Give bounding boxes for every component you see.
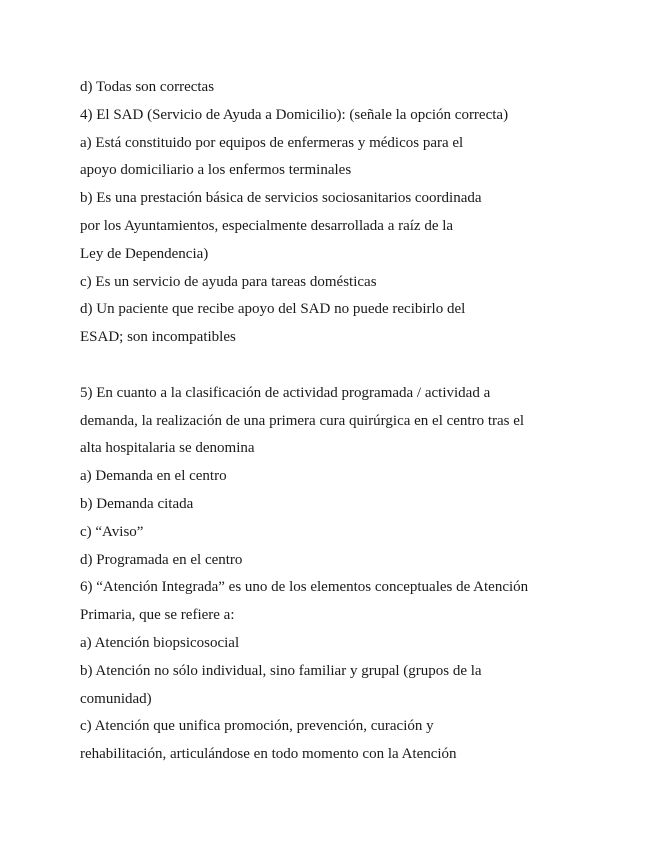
question-continuation-line: alta hospitalaria se denomina xyxy=(80,440,255,457)
option-line: d) Programada en el centro xyxy=(80,551,243,568)
option-continuation-line: por los Ayuntamientos, especialmente desarrollada a raíz de la xyxy=(80,217,454,234)
question-line: 4) El SAD (Servicio de Ayuda a Domicilio): (señale la opción correcta) xyxy=(80,106,509,123)
option-line: a) Demanda en el centro xyxy=(80,468,227,485)
option-line: c) “Aviso” xyxy=(80,523,144,540)
option-line: b) Atención no sólo individual, sino familiar y grupal (grupos de la xyxy=(80,662,482,679)
option-line: d) Un paciente que recibe apoyo del SAD no puede recibirlo del xyxy=(80,301,466,318)
option-line: a) Atención biopsicosocial xyxy=(80,634,240,651)
question-line: 5) En cuanto a la clasificación de actividad programada / actividad a xyxy=(80,384,491,401)
option-line: b) Es una prestación básica de servicios sociosanitarios coordinada xyxy=(80,190,482,207)
question-continuation-line: demanda, la realización de una primera cura quirúrgica en el centro tras el xyxy=(80,412,525,429)
option-continuation-line: apoyo domiciliario a los enfermos terminales xyxy=(80,162,352,179)
option-line: a) Está constituido por equipos de enfermeras y médicos para el xyxy=(80,134,464,151)
option-continuation-line: Ley de Dependencia) xyxy=(80,245,209,262)
option-continuation-line: ESAD; son incompatibles xyxy=(80,329,236,346)
document-body xyxy=(80,74,600,769)
option-continuation-line: rehabilitación, articulándose en todo momento con la Atención xyxy=(80,746,457,763)
paragraph-spacer xyxy=(80,352,600,380)
option-line: c) Atención que unifica promoción, prevención, curación y xyxy=(80,718,434,735)
question-line: 6) “Atención Integrada” es uno de los elementos conceptuales de Atención xyxy=(80,579,529,596)
question-continuation-line: Primaria, que se refiere a: xyxy=(80,607,235,624)
option-line: d) Todas son correctas xyxy=(80,79,215,95)
option-continuation-line: comunidad) xyxy=(80,690,152,707)
option-line: b) Demanda citada xyxy=(80,495,194,512)
option-line: c) Es un servicio de ayuda para tareas domésticas xyxy=(80,273,377,290)
